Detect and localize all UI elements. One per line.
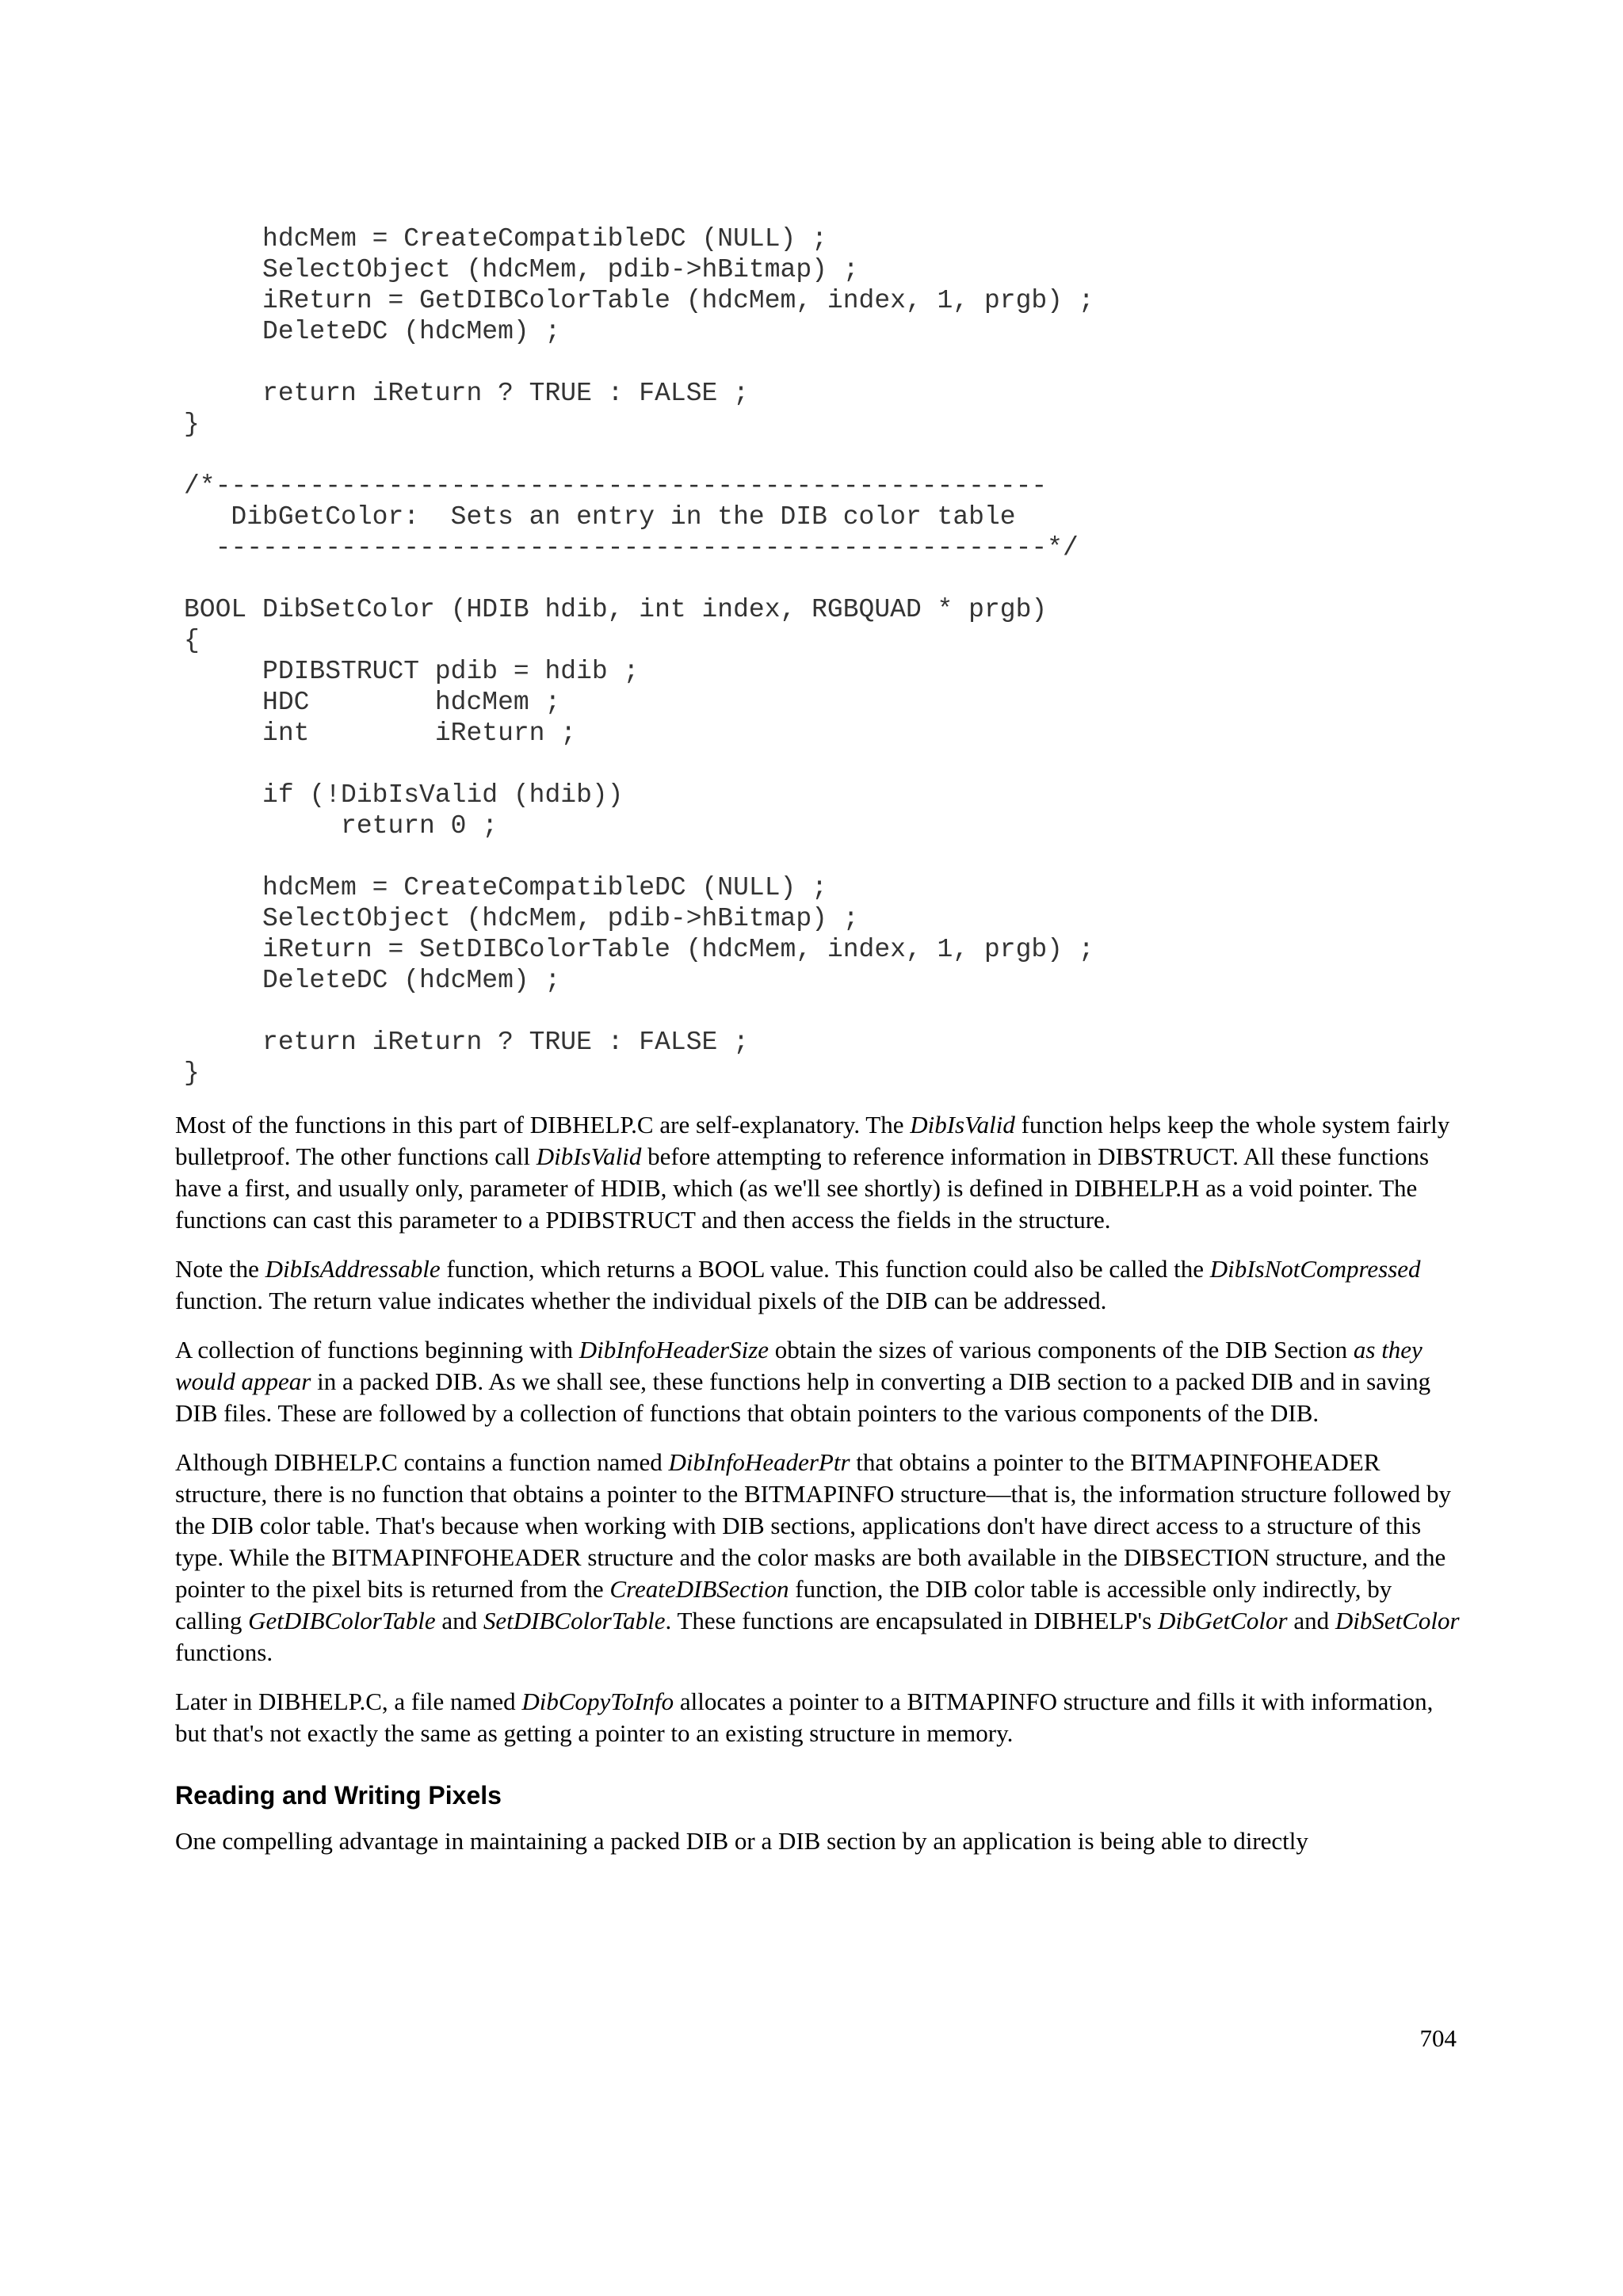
text-run: Most of the functions in this part of DIBHELP.C are self-explanatory. The xyxy=(175,1111,911,1138)
body-text xyxy=(175,1109,1463,1875)
text-run: functions. xyxy=(175,1638,273,1666)
code-line: return 0 ; xyxy=(184,811,498,841)
text-run: function. The return value indicates whether the individual pixels of the DIB can be addressed. xyxy=(175,1287,1107,1314)
text-run: function helps keep the whole system fairly bulletproof. The other functions call xyxy=(175,1111,1450,1170)
paragraph-dibinfoheaderptr xyxy=(175,1447,1463,1669)
italic-term: DibSetColor xyxy=(1335,1607,1460,1634)
code-line: return iReturn ? TRUE : FALSE ; xyxy=(184,379,749,408)
code-listing xyxy=(184,223,1094,1089)
code-line xyxy=(184,347,1094,378)
text-run: Although DIBHELP.C contains a function named xyxy=(175,1448,669,1476)
italic-term: CreateDIBSection xyxy=(609,1575,789,1603)
code-line: DibGetColor: Sets an entry in the DIB color table xyxy=(184,502,1016,532)
text-run: allocates a pointer to a BITMAPINFO structure and fills it with information, but that's not exactly the same as getting a pointer to an existing structure in memory. xyxy=(175,1688,1434,1747)
code-line: iReturn = SetDIBColorTable (hdcMem, index, 1, prgb) ; xyxy=(184,935,1094,964)
text-run: and xyxy=(1287,1607,1335,1634)
italic-term: GetDIBColorTable xyxy=(248,1607,436,1634)
code-line xyxy=(184,841,1094,872)
code-line: SelectObject (hdcMem, pdib->hBitmap) ; xyxy=(184,255,859,284)
italic-term: DibIsValid xyxy=(910,1111,1015,1138)
italic-term: as they would appear xyxy=(175,1336,1423,1395)
italic-term: DibInfoHeaderPtr xyxy=(668,1448,850,1476)
text-run: . These functions are encapsulated in DIBHELP's xyxy=(665,1607,1158,1634)
code-line: { xyxy=(184,626,200,655)
text-run: obtain the sizes of various components of the DIB Section xyxy=(769,1336,1354,1363)
code-line: hdcMem = CreateCompatibleDC (NULL) ; xyxy=(184,873,827,902)
code-line: SelectObject (hdcMem, pdib->hBitmap) ; xyxy=(184,904,859,933)
code-line: HDC hdcMem ; xyxy=(184,688,561,717)
italic-term: DibInfoHeaderSize xyxy=(579,1336,769,1363)
text-run: function, the DIB color table is accessible only indirectly, by calling xyxy=(175,1575,1392,1634)
italic-term: SetDIBColorTable xyxy=(483,1607,666,1634)
code-line: -----------------------------------------------------*/ xyxy=(184,533,1079,563)
text-run: A collection of functions beginning with xyxy=(175,1336,579,1363)
text-run: Note the xyxy=(175,1255,265,1283)
text-run: in a packed DIB. As we shall see, these functions help in converting a DIB section to a packed DIB and in saving DIB files. These are followed by a collection of functions that obtain pointers to the various components of the DIB. xyxy=(175,1367,1431,1427)
italic-term: DibIsAddressable xyxy=(265,1255,441,1283)
text-run: Later in DIBHELP.C, a file named xyxy=(175,1688,522,1715)
paragraph-dibisvalid xyxy=(175,1109,1463,1236)
section-heading: Reading and Writing Pixels xyxy=(175,1781,502,1810)
paragraph-dibinfoheadersize xyxy=(175,1334,1463,1429)
italic-term: DibCopyToInfo xyxy=(521,1688,674,1715)
code-line: } xyxy=(184,410,200,439)
code-line: if (!DibIsValid (hdib)) xyxy=(184,780,624,810)
code-line: hdcMem = CreateCompatibleDC (NULL) ; xyxy=(184,224,827,254)
text-run: before attempting to reference information in DIBSTRUCT. All these functions have a first, and usually only, parameter of HDIB, which (as we'll see shortly) is defined in DIBHELP.H as a void pointer. The functions can cast this parameter to a PDIBSTRUCT and then access the fields in the structure. xyxy=(175,1142,1430,1234)
italic-term: DibGetColor xyxy=(1157,1607,1288,1634)
code-line: PDIBSTRUCT pdib = hdib ; xyxy=(184,657,640,686)
paragraph-dibcopytoinfo xyxy=(175,1686,1463,1749)
paragraph-final: One compelling advantage in maintaining a packed DIB or a DIB section by an application is being able to directly xyxy=(175,1827,1308,1855)
code-line: } xyxy=(184,1058,200,1088)
italic-term: DibIsNotCompressed xyxy=(1209,1255,1421,1283)
code-line xyxy=(184,563,1094,594)
code-line: /*----------------------------------------------------- xyxy=(184,471,1048,501)
code-line: iReturn = GetDIBColorTable (hdcMem, index, 1, prgb) ; xyxy=(184,286,1094,315)
code-line: return iReturn ? TRUE : FALSE ; xyxy=(184,1028,749,1057)
italic-term: DibIsValid xyxy=(536,1142,642,1170)
code-line xyxy=(184,749,1094,780)
paragraph-dibisaddressable xyxy=(175,1253,1463,1317)
code-line: int iReturn ; xyxy=(184,719,577,748)
text-run: function, which returns a BOOL value. This function could also be called the xyxy=(440,1255,1210,1283)
text-run: that obtains a pointer to the BITMAPINFOHEADER structure, there is no function that obtains a pointer to the BITMAPINFO structure—that is, the information structure followed by the DIB color table. That's because when working with DIB sections, applications don't have direct access to a structure of this type. While the BITMAPINFOHEADER structure and the color masks are both available in the DIBSECTION structure, and the pointer to the pixel bits is returned from the xyxy=(175,1448,1451,1603)
code-line: BOOL DibSetColor (HDIB hdib, int index, RGBQUAD * prgb) xyxy=(184,595,1048,624)
text-run: and xyxy=(435,1607,483,1634)
page-number: 704 xyxy=(1419,2024,1457,2052)
code-line: DeleteDC (hdcMem) ; xyxy=(184,966,561,995)
code-line xyxy=(184,996,1094,1027)
code-line: DeleteDC (hdcMem) ; xyxy=(184,317,561,346)
code-line xyxy=(184,440,1094,471)
